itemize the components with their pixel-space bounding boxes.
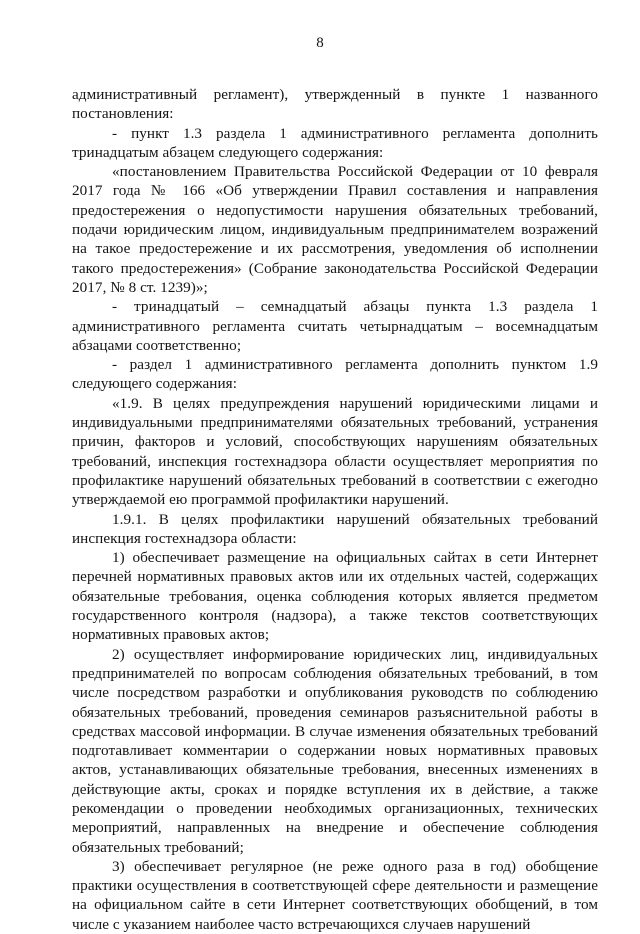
paragraph-item-2: 2) осуществляет информирование юридических лиц, индивидуальных предпринимателей по вопросам соблюдения обязательных требований, в том числе посредством разработки и опубликования руководств по соблюдению обязательных требований, проведения семинаров разъяснительной работы в средствах массовой информации. В случае изменения обязательных требований подготавливает комментарии о содержании новых нормативных правовых актов, устанавливающих обязательные требования, внесенных изменениях в действующие акты, сроках и порядке вступления их в действие, а также рекомендации о проведении необходимых организационных, технических мероприятий, направленных на внедрение и обеспечение соблюдения обязательных требований;	[72, 645, 598, 856]
paragraph-clause-1-9: «1.9. В целях предупреждения нарушений юридическими лицами и индивидуальными предпринимателями обязательных требований, устранения причин, факторов и условий, способствующих нарушениям обязательных требований, инспекция гостехнадзора области осуществляет мероприятия по профилактике нарушений обязательных требований в соответствии с ежегодно утверждаемой ею программой профилактики нарушений.	[72, 394, 598, 509]
page-number: 8	[316, 35, 324, 51]
paragraph-clause-1-9-1: 1.9.1. В целях профилактики нарушений обязательных требований инспекция гостехнадзора области:	[72, 510, 598, 547]
paragraph-continuation: административный регламент), утвержденный в пункте 1 названного постановления:	[72, 86, 598, 123]
paragraph-item-3: 3) обеспечивает регулярное (не реже одного раза в год) обобщение практики осуществления в соответствующей сфере деятельности и размещение на официальном сайте в сети Интернет соответствующих обобщений, в том числе с указанием наиболее часто встречающихся случаев нарушений	[72, 857, 598, 933]
document-body	[72, 85, 598, 934]
paragraph-item-1: 1) обеспечивает размещение на официальных сайтах в сети Интернет перечней нормативных правовых актов или их отдельных частей, содержащих обязательные требования, оценка соблюдения которых является предметом государственного контроля (надзора), а также текстов соответствующих нормативных правовых актов;	[72, 549, 598, 644]
paragraph-quoted-resolution: «постановлением Правительства Российской Федерации от 10 февраля 2017 года № 166 «Об утверждении Правил составления и направления предостережения о недопустимости нарушения обязательных требований, подачи юридическим лицом, индивидуальным предпринимателем возражений на такое предостережение и их рассмотрения, уведомления об исполнении такого предостережения» (Собрание законодательства Российской Федерации 2017, № 8 ст. 1239)»;	[72, 163, 598, 296]
paragraph-amendment-2: - тринадцатый – семнадцатый абзацы пункта 1.3 раздела 1 административного регламента считать четырнадцатым – восемнадцатым абзацами соответственно;	[72, 298, 598, 354]
paragraph-amendment-3: - раздел 1 административного регламента дополнить пунктом 1.9 следующего содержания:	[72, 356, 598, 393]
paragraph-amendment-1: - пункт 1.3 раздела 1 административного регламента дополнить тринадцатым абзацем следующего содержания:	[72, 124, 598, 161]
